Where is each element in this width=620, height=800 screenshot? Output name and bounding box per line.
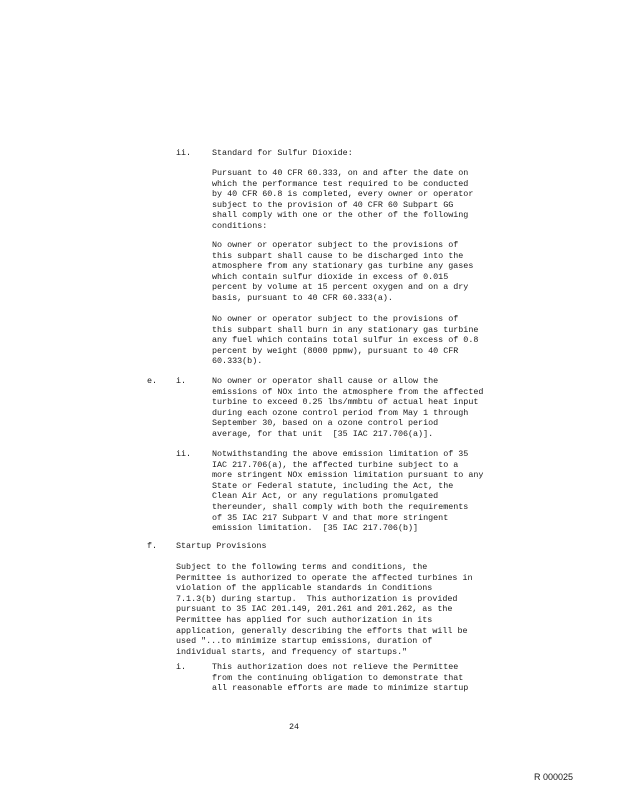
section-e-item-2-text: Notwithstanding the above emission limitation of 35 IAC 217.706(a), the affected turbine subject to a more stringent NOx emission limitation pursuant to any State or Federal statute, including the Act, the Clean Air Act, or any regulations promulgated thereunder, shall comply with both the requirements of 35 IAC 217 Subpart V and that more stringent emission limitation. [35 IAC 217.706(b)]: [212, 449, 484, 534]
sulfur-section-heading: Standard for Sulfur Dioxide:: [212, 148, 353, 158]
section-e-item-1-text: No owner or operator shall cause or allow the emissions of NOx into the atmosphere from the affected turbine to exceed 0.25 lbs/mmbtu of actual heat input during each ozone control period from May 1 through September 30, based on a ozone control period average, for that unit [35 IAC 217.706(a)].: [212, 376, 484, 439]
section-f-intro: Subject to the following terms and conditions, the Permittee is authorized to operate the affected turbines in violation of the applicable standards in Conditions 7.1.3(b) during startup. This authorization is provided pursuant to 35 IAC 201.149, 201.261 and 201.262, as the Permittee has applied for such authorization in its application, generally describing the efforts that will be used "...to minimize startup emissions, duration of individual starts, and frequency of startups.": [176, 562, 473, 657]
section-e-letter: e.: [147, 376, 158, 386]
sulfur-section-marker: ii.: [176, 148, 192, 158]
sulfur-condition-two: No owner or operator subject to the provisions of this subpart shall burn in any stationary gas turbine any fuel which contains total sulfur in excess of 0.8 percent by weight (8000 ppmw), pursuant to 40 CFR 60.333(b).: [212, 314, 479, 367]
page-number: 24: [289, 722, 300, 732]
section-f-heading: Startup Provisions: [176, 541, 267, 551]
sulfur-condition-one: No owner or operator subject to the provisions of this subpart shall cause to be discharged into the atmosphere from any stationary gas turbine any gases which contain sulfur dioxide in excess of 0.015 percent by volume at 15 percent oxygen and on a dry basis, pursuant to 40 CFR 60.333(a).: [212, 240, 474, 303]
section-e-item-2-marker: ii.: [176, 449, 192, 459]
section-f-letter: f.: [147, 541, 158, 551]
section-f-item-marker: i.: [176, 662, 187, 672]
bates-number: R 000025: [534, 772, 574, 782]
section-f-item-text: This authorization does not relieve the Permittee from the continuing obligation to demonstrate that all reasonable efforts are made to minimize startup: [212, 662, 469, 694]
sulfur-intro-paragraph: Pursuant to 40 CFR 60.333, on and after the date on which the performance test required to be conducted by 40 CFR 60.8 is completed, every owner or operator subject to the provision of 40 CFR 60 Subpart GG shall comply with one or the other of the following conditions:: [212, 168, 474, 231]
section-e-item-1-marker: i.: [176, 376, 187, 386]
